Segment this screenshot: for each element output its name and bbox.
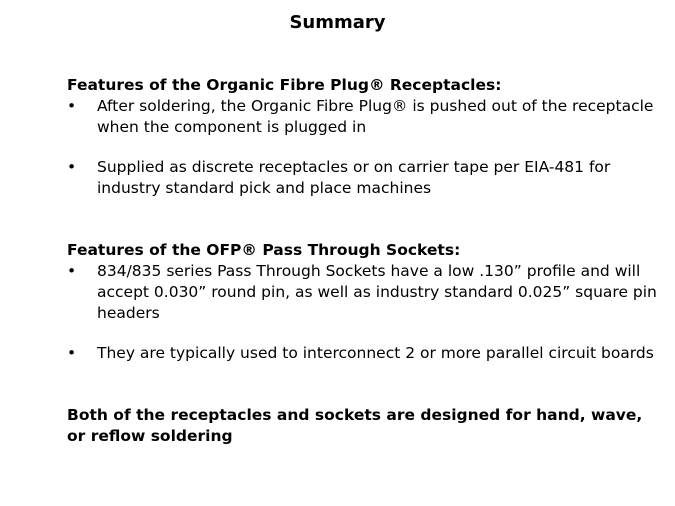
section-heading-sockets: Features of the OFP® Pass Through Sockets: [67,241,461,259]
bullet-item [67,96,657,138]
bullet-icon: • [67,158,77,176]
bullet-text: Supplied as discrete receptacles or on carrier tape per EIA-481 for industry standard pick and place machines [97,158,611,197]
slide-title: Summary [289,12,386,33]
bullet-text: They are typically used to interconnect 2 or more parallel circuit boards [97,344,654,362]
summary-statement: Both of the receptacles and sockets are designed for hand, wave, or reflow soldering [67,406,643,445]
slide-content [67,75,657,447]
bullet-icon: • [67,344,77,362]
bullet-item [67,157,657,199]
bullet-icon: • [67,97,77,115]
bullet-text: After soldering, the Organic Fibre Plug® is pushed out of the receptacle when the component is plugged in [97,97,654,136]
section-heading-receptacles: Features of the Organic Fibre Plug® Receptacles: [67,76,502,94]
bullet-item [67,343,657,364]
bullet-icon: • [67,262,77,280]
bullet-text: 834/835 series Pass Through Sockets have a low .130” profile and will accept 0.030” round pin, as well as industry standard 0.025” square pin headers [97,262,657,322]
bullet-item [67,261,657,324]
